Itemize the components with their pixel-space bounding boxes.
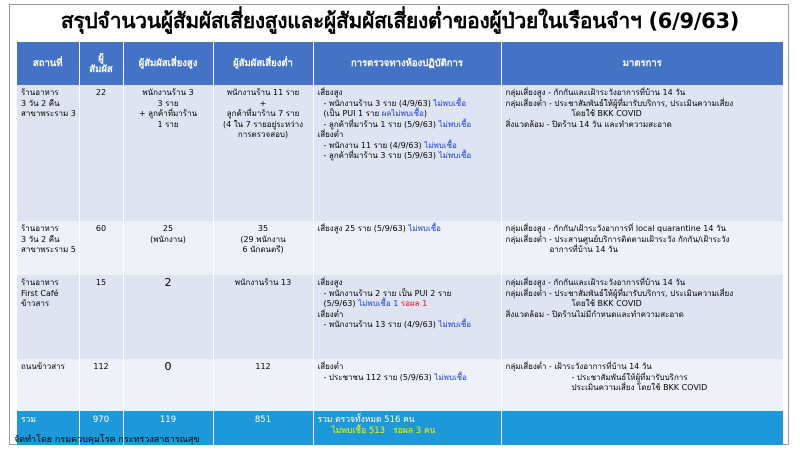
place-cell (17, 359, 79, 411)
place-cell (17, 275, 79, 359)
contacts-cell: 22 (79, 85, 123, 221)
negative-result: ไม่พบเชื้อ (433, 98, 466, 108)
low-risk-line: พนักงานร้าน 11 ราย (226, 88, 300, 97)
lab-line (318, 109, 497, 120)
lab-cell (313, 275, 501, 359)
measure-line: - ประชาสัมพันธ์ให้ผู้ที่มารับบริการ (571, 372, 688, 382)
header-high-risk: ผู้สัมผัสเสี่ยงสูง (123, 42, 213, 85)
measure-line: โดยใช้ BKK COVID (571, 299, 642, 308)
measures-cell (501, 85, 783, 221)
place-cell (17, 221, 79, 275)
place-line: ถนนข้าวสาร (21, 362, 65, 371)
negative-result: ผลไม่พบเชื้อ (381, 109, 424, 118)
low-risk-line: (29 พนักงาน (240, 234, 286, 244)
measures-cell (501, 221, 783, 275)
lab-line (318, 320, 497, 331)
high-risk-line: พนักงานร้าน 3 (142, 88, 194, 97)
table-row (17, 275, 783, 359)
high-risk-line: + ลูกค้าที่มาร้าน (138, 109, 198, 118)
lab-cell (313, 221, 501, 275)
negative-result: ไม่พบเชื้อ (438, 320, 472, 329)
measure-line: กลุ่มเสี่ยงสูง - กักกันและเฝ้าระวังอาการที่บ้าน 14 วัน (505, 278, 686, 287)
lab-text: เสี่ยงสูง 25 ราย (5/9/63) (317, 224, 406, 233)
lab-text: - พนักงาน 11 ราย (4/9/63) (323, 140, 422, 150)
contacts-cell: 15 (79, 275, 123, 359)
lab-line (318, 224, 497, 235)
header-contacts-line1: ผู้ (98, 52, 104, 64)
measure-line: สิ่งแวดล้อม - ปิดร้านไม่มีกำหนดและทำความสะอาด (505, 309, 684, 319)
contacts-cell: 60 (79, 221, 123, 275)
place-line: 3 วัน 2 คืน (21, 98, 60, 108)
lab-heading: เสี่ยงสูง (317, 88, 343, 97)
lab-line (318, 141, 497, 152)
low-risk-cell (213, 85, 313, 221)
lab-line (318, 373, 497, 384)
header-lab: การตรวจทางห้องปฏิบัติการ (313, 42, 501, 85)
summary-table (17, 42, 783, 445)
high-risk-cell (123, 359, 213, 411)
lab-text: (5/9/63) (323, 299, 356, 308)
measures-cell (501, 275, 783, 359)
total-measures (501, 411, 783, 445)
place-line: ข้าวสาร (21, 299, 50, 308)
page-title: สรุปจำนวนผู้สัมผัสเสี่ยงสูงและผู้สัมผัสเสี่ยงต่ำของผู้ป่วยในเรือนจำฯ (6/9/63) (60, 9, 740, 33)
high-risk-cell (123, 85, 213, 221)
total-high-risk: 119 (123, 411, 213, 445)
place-line: ร้านอาหาร (21, 278, 59, 287)
low-risk-line: การตรวจสอบ) (237, 130, 289, 139)
low-risk-line: + (259, 98, 267, 108)
total-contacts: 970 (79, 411, 123, 445)
negative-result: ไม่พบเชื้อ (438, 151, 472, 160)
negative-result: ไม่พบเชื้อ (434, 372, 467, 382)
lab-heading: เสี่ยงต่ำ (317, 130, 344, 139)
lab-line (318, 99, 497, 110)
negative-result: ไม่พบเชื้อ 1 (358, 299, 399, 308)
lab-text: - พนักงานร้าน 3 ราย (4/9/63) (323, 98, 431, 108)
high-risk-line: 3 ราย (157, 98, 179, 108)
high-risk-cell (123, 221, 213, 275)
place-line: ร้านอาหาร (21, 88, 59, 97)
lab-line: - พนักงานร้าน 2 ราย เป็น PUI 2 ราย (323, 288, 452, 298)
total-lab (313, 411, 501, 445)
high-risk-cell (123, 275, 213, 359)
measure-line: ประเมินความเสี่ยง โดยใช้ BKK COVID (571, 383, 708, 392)
lab-line (318, 151, 497, 162)
total-lab-line (318, 426, 497, 437)
low-risk-cell (213, 221, 313, 275)
header-measures: มาตรการ (501, 42, 783, 85)
low-risk-cell (213, 275, 313, 359)
footer-credit: จัดทำโดย กรมควบคุมโรค กระทรวงสาธารณสุข (14, 435, 200, 445)
measure-line: อาการที่บ้าน 14 วัน (549, 245, 618, 254)
table-row (17, 221, 783, 275)
negative-result: ไม่พบเชื้อ (408, 224, 441, 233)
measures-cell (501, 359, 783, 411)
table-header-row (17, 42, 783, 85)
lab-text: - ลูกค้าที่มาร้าน 1 ราย (5/9/63) (323, 119, 437, 129)
high-risk-line: 2 (164, 276, 172, 289)
low-risk-line: (4 ใน 7 รายอยู่ระหว่าง (222, 119, 304, 129)
table-row (17, 359, 783, 411)
total-pending: รอผล 3 คน (393, 425, 436, 436)
low-risk-line: 35 (257, 224, 269, 233)
measure-line: สิ่งแวดล้อม - ปิดร้าน 14 วัน และทำความสะอาด (505, 119, 672, 129)
high-risk-line: (พนักงาน) (150, 234, 186, 244)
lab-line (318, 120, 497, 131)
negative-result: ไม่พบเชื้อ (424, 140, 457, 150)
measure-line: กลุ่มเสี่ยงสูง - กักกัน/เฝ้าระวังอาการที่ local quarantine 14 วัน (505, 224, 726, 233)
low-risk-line: พนักงานร้าน 13 (234, 278, 292, 287)
place-line: สาขาพระราม 5 (21, 245, 76, 254)
place-cell (17, 85, 79, 221)
negative-result: ไม่พบเชื้อ (438, 119, 472, 129)
low-risk-line: 6 นักดนตรี) (242, 245, 284, 254)
header-place: สถานที่ (17, 42, 79, 85)
low-risk-line: 112 (255, 362, 271, 371)
measure-line: กลุ่มเสี่ยงสูง - กักกันและเฝ้าระวังอาการที่บ้าน 14 วัน (505, 88, 686, 97)
total-low-risk: 851 (213, 411, 313, 445)
place-line: ร้านอาหาร (21, 224, 59, 233)
high-risk-line: 0 (164, 360, 172, 373)
place-line: 3 วัน 2 คืน (21, 234, 60, 244)
lab-line (318, 299, 497, 310)
total-lab-line: รวม ตรวจทั้งหมด 516 คน (317, 415, 415, 425)
lab-cell (313, 359, 501, 411)
high-risk-line: 1 ราย (157, 119, 179, 129)
measure-line: กลุ่มเสี่ยงต่ำ - ประสานศูนย์บริการติดตามเฝ้าระวัง กักกัน/เฝ้าระวัง (505, 234, 730, 244)
high-risk-line: 25 (162, 224, 174, 233)
place-line: First Café (21, 288, 59, 298)
lab-cell (313, 85, 501, 221)
lab-text: - พนักงานร้าน 13 ราย (4/9/63) (323, 320, 436, 329)
lab-text: ) (423, 109, 428, 118)
header-contacts-line2: สัมผัส (89, 63, 113, 75)
low-risk-cell (213, 359, 313, 411)
pending-result: รอผล 1 (400, 299, 428, 308)
lab-text: (เป็น PUI 1 ราย (323, 109, 380, 118)
measure-line: กลุ่มเสี่ยงต่ำ - เฝ้าระวังอาการที่บ้าน 14 วัน (505, 362, 652, 371)
lab-heading: เสี่ยงต่ำ (317, 309, 344, 319)
header-low-risk: ผู้สัมผัสเสี่ยงต่ำ (213, 42, 313, 85)
measure-line: โดยใช้ BKK COVID (571, 109, 642, 118)
contacts-cell: 112 (79, 359, 123, 411)
total-label: รวม (17, 411, 79, 445)
low-risk-line: ลูกค้าที่มาร้าน 7 ราย (226, 109, 300, 118)
place-line: สาขาพระราม 3 (21, 109, 76, 118)
lab-heading: เสี่ยงสูง (317, 278, 343, 287)
table-row (17, 85, 783, 221)
header-contacts (79, 42, 123, 85)
measure-line: กลุ่มเสี่ยงต่ำ - ประชาสัมพันธ์ให้ผู้ที่มารับบริการ, ประเมินความเสี่ยง (505, 98, 734, 108)
total-negative: ไม่พบเชื้อ 513 (331, 425, 386, 436)
lab-text: - ลูกค้าที่มาร้าน 3 ราย (5/9/63) (323, 151, 437, 160)
measure-line: กลุ่มเสี่ยงต่ำ - ประชาสัมพันธ์ให้ผู้ที่มารับบริการ, ประเมินความเสี่ยง (505, 288, 734, 298)
lab-heading: เสี่ยงต่ำ (317, 362, 344, 371)
lab-text: - ประชาชน 112 ราย (5/9/63) (323, 372, 432, 382)
